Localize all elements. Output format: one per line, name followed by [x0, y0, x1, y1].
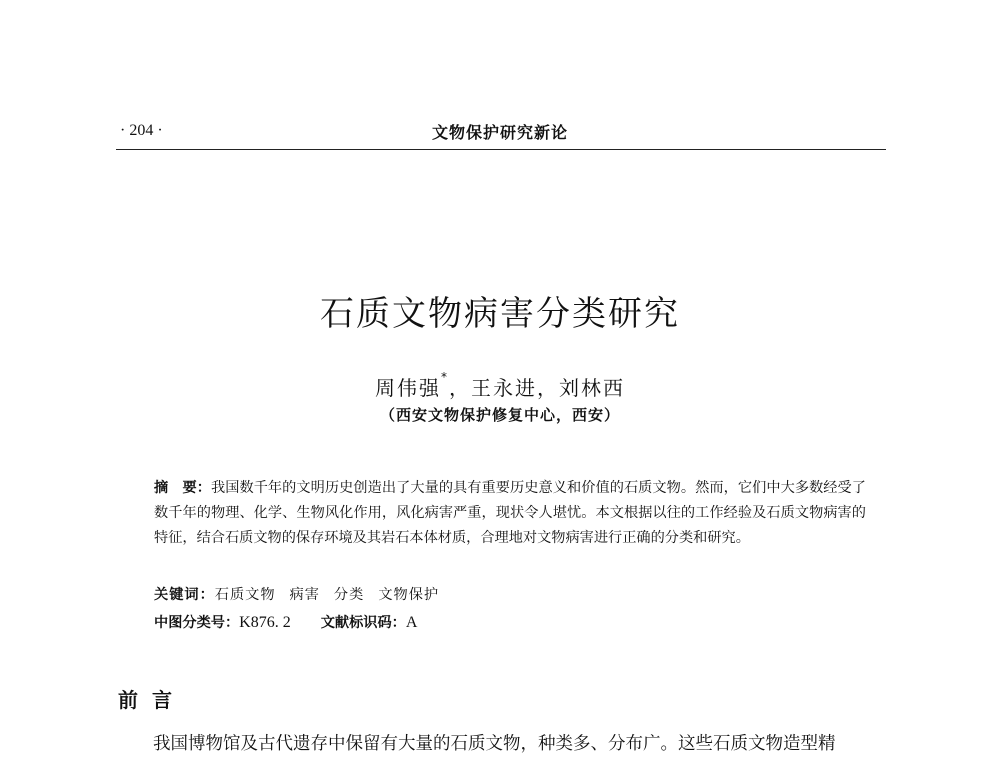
clc-value: K876. 2 — [239, 614, 291, 631]
section-heading: 前言 — [118, 688, 186, 712]
keywords — [154, 584, 866, 604]
keyword: 石质文物 — [214, 587, 276, 603]
keyword: 文物保护 — [378, 587, 440, 603]
corresponding-author-mark: * — [441, 370, 449, 384]
abstract-text: 我国数千年的文明历史创造出了大量的具有重要历史意义和价值的石质文物。然而，它们中大多数经受了数千年的物理、化学、生物风化作用，风化病害严重，现状令人堪忧。本文根据以往的工作经验及石质文物病害的特征，结合石质文物的保存环境及其岩石本体材质，合理地对文物病害进行正确的分类和研究。 — [154, 480, 866, 546]
article-title: 石质文物病害分类研究 — [320, 294, 680, 334]
body-paragraph: 我国博物馆及古代遗存中保留有大量的石质文物，种类多、分布广。这些石质文物造型精 — [153, 734, 836, 754]
other-authors: ，王永进，刘林西 — [449, 376, 625, 400]
document-code-label: 文献标识码： — [320, 615, 406, 631]
first-author: 周伟强 — [375, 376, 441, 400]
page-number: · 204 · — [120, 122, 163, 139]
abstract-label: 摘 要： — [154, 480, 211, 496]
clc-label: 中图分类号： — [154, 615, 240, 631]
document-code-value: A — [405, 614, 418, 631]
keyword: 病害 — [289, 587, 320, 603]
affiliation: （西安文物保护修复中心，西安） — [379, 406, 620, 424]
abstract — [154, 476, 866, 551]
running-header: 文物保护研究新论 — [431, 123, 568, 142]
header-rule — [116, 149, 886, 150]
keyword: 分类 — [333, 587, 365, 603]
classification-line — [154, 612, 866, 632]
authors — [0, 372, 1000, 401]
keywords-label: 关键词： — [154, 587, 215, 603]
